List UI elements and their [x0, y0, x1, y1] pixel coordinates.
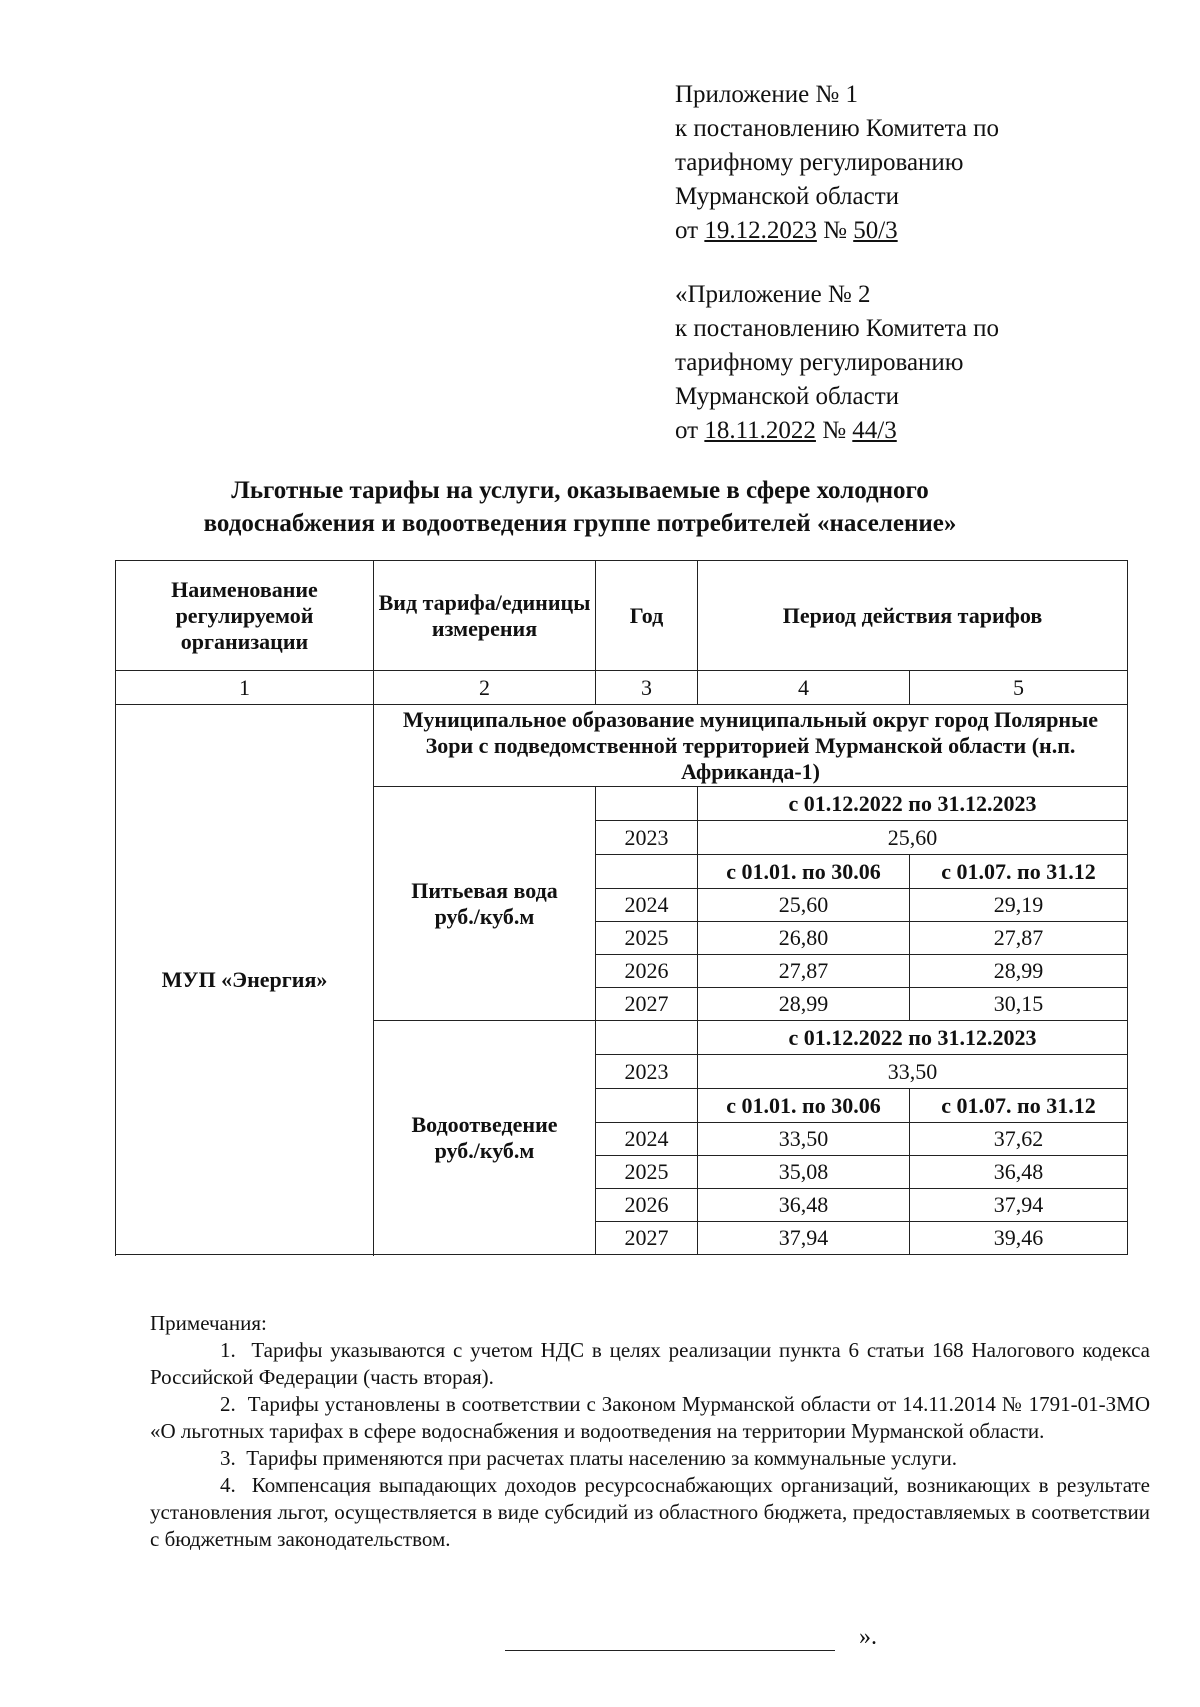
half-year-1-header: с 01.01. по 30.06 — [698, 855, 910, 889]
appendix-1-line4: Мурманской области — [675, 183, 900, 210]
empty-cell — [596, 1089, 698, 1123]
value-half-1: 26,80 — [698, 922, 910, 955]
value-2023: 25,60 — [698, 821, 1128, 855]
tariff-table — [115, 560, 1128, 1255]
value-half-1: 35,08 — [698, 1156, 910, 1189]
value-half-1: 37,94 — [698, 1222, 910, 1255]
col-number-4: 4 — [698, 671, 910, 705]
year-cell: 2023 — [596, 821, 698, 855]
appendix-2-line3: тарифному регулированию — [675, 349, 964, 376]
year-cell: 2025 — [596, 922, 698, 955]
col-number-5: 5 — [910, 671, 1128, 705]
notes-section — [150, 1310, 1150, 1553]
tariff-type-label: Водоотведение — [411, 1111, 558, 1137]
tariff-unit-label: руб./куб.м — [434, 903, 535, 929]
value-half-2: 39,46 — [910, 1222, 1128, 1255]
appendix-1-date-line — [675, 214, 999, 248]
value-half-2: 27,87 — [910, 922, 1128, 955]
note-item: 1. Тарифы указываются с учетом НДС в целях реализации пункта 6 статьи 168 Налогового кодекса Российской Федерации (часть вторая). — [150, 1338, 1150, 1389]
appendix-1-header — [675, 78, 999, 248]
year-cell: 2027 — [596, 1222, 698, 1255]
period-full: с 01.12.2022 по 31.12.2023 — [698, 787, 1128, 821]
appendix-2-date-line — [675, 414, 999, 448]
appendix-1-line3: тарифному регулированию — [675, 149, 964, 176]
value-2023: 33,50 — [698, 1055, 1128, 1089]
header-period: Период действия тарифов — [698, 561, 1128, 671]
half-year-2-header: с 01.07. по 31.12 — [910, 855, 1128, 889]
empty-cell — [596, 855, 698, 889]
value-half-1: 33,50 — [698, 1123, 910, 1156]
period-full: с 01.12.2022 по 31.12.2023 — [698, 1021, 1128, 1055]
number-prefix: № — [816, 217, 854, 244]
col-number-3: 3 — [596, 671, 698, 705]
municipality-name: Муниципальное образование муниципальный округ город Полярные Зори с подведомственной территорией Мурманской области (н.п. Африканда-1) — [374, 705, 1128, 787]
appendix-2-line1: «Приложение № 2 — [675, 281, 871, 308]
municipality-row — [116, 705, 1128, 787]
note-item: 3. Тарифы применяются при расчетах платы населению за коммунальные услуги. — [220, 1446, 957, 1470]
date-prefix: от — [675, 217, 705, 244]
value-half-1: 25,60 — [698, 889, 910, 922]
year-cell: 2027 — [596, 988, 698, 1021]
tariff-type-label: Питьевая вода — [411, 877, 558, 903]
appendix-1-line1: Приложение № 1 — [675, 81, 859, 108]
table-header-row — [116, 561, 1128, 671]
organization-name: МУП «Энергия» — [116, 705, 374, 1255]
value-half-2: 28,99 — [910, 955, 1128, 988]
appendix-2-line4: Мурманской области — [675, 383, 900, 410]
year-cell: 2023 — [596, 1055, 698, 1089]
appendix-2-number: 44/3 — [852, 417, 897, 444]
header-org: Наименование регулируемой организации — [116, 561, 374, 671]
tariff-type-drinking-water — [374, 787, 596, 1021]
closing-quote: ». — [859, 1624, 877, 1650]
empty-cell — [596, 1021, 698, 1055]
appendix-2-date: 18.11.2022 — [704, 417, 816, 444]
notes-heading: Примечания: — [150, 1311, 267, 1335]
value-half-2: 30,15 — [910, 988, 1128, 1021]
number-prefix: № — [815, 417, 853, 444]
half-year-2-header: с 01.07. по 31.12 — [910, 1089, 1128, 1123]
appendix-2-line2: к постановлению Комитета по — [675, 315, 1000, 342]
empty-cell — [596, 787, 698, 821]
year-cell: 2026 — [596, 955, 698, 988]
appendix-1-number: 50/3 — [853, 217, 898, 244]
half-year-1-header: с 01.01. по 30.06 — [698, 1089, 910, 1123]
value-half-1: 27,87 — [698, 955, 910, 988]
tariff-unit-label: руб./куб.м — [434, 1137, 535, 1163]
date-prefix: от — [675, 417, 705, 444]
value-half-2: 37,62 — [910, 1123, 1128, 1156]
value-half-2: 37,94 — [910, 1189, 1128, 1222]
column-number-row — [116, 671, 1128, 705]
value-half-2: 29,19 — [910, 889, 1128, 922]
note-item: 2. Тарифы установлены в соответствии с Законом Мурманской области от 14.11.2014 № 1791-01-ЗМО «О льготных тарифах в сфере водоснабжения и водоотведения на территории Мурманской области. — [150, 1392, 1150, 1443]
document-title — [150, 474, 1010, 540]
value-half-1: 28,99 — [698, 988, 910, 1021]
year-cell: 2025 — [596, 1156, 698, 1189]
header-type: Вид тарифа/единицы измерения — [374, 561, 596, 671]
col-number-1: 1 — [116, 671, 374, 705]
document-title-line1: Льготные тарифы на услуги, оказываемые в сфере холодного — [231, 477, 929, 504]
value-half-2: 36,48 — [910, 1156, 1128, 1189]
appendix-1-line2: к постановлению Комитета по — [675, 115, 1000, 142]
value-half-1: 36,48 — [698, 1189, 910, 1222]
appendix-1-date: 19.12.2023 — [704, 217, 817, 244]
year-cell: 2024 — [596, 1123, 698, 1156]
year-cell: 2024 — [596, 889, 698, 922]
appendix-2-header — [675, 278, 999, 448]
note-item: 4. Компенсация выпадающих доходов ресурсоснабжающих организаций, возникающих в результате установления льгот, осуществляется в виде субсидий из областного бюджета, предоставляемых в соответствии с бюджетным законодательством. — [150, 1473, 1150, 1551]
closing-line — [505, 1620, 877, 1651]
header-year: Год — [596, 561, 698, 671]
year-cell: 2026 — [596, 1189, 698, 1222]
document-title-line2: водоснабжения и водоотведения группе потребителей «население» — [203, 510, 957, 537]
tariff-type-wastewater — [374, 1021, 596, 1255]
col-number-2: 2 — [374, 671, 596, 705]
